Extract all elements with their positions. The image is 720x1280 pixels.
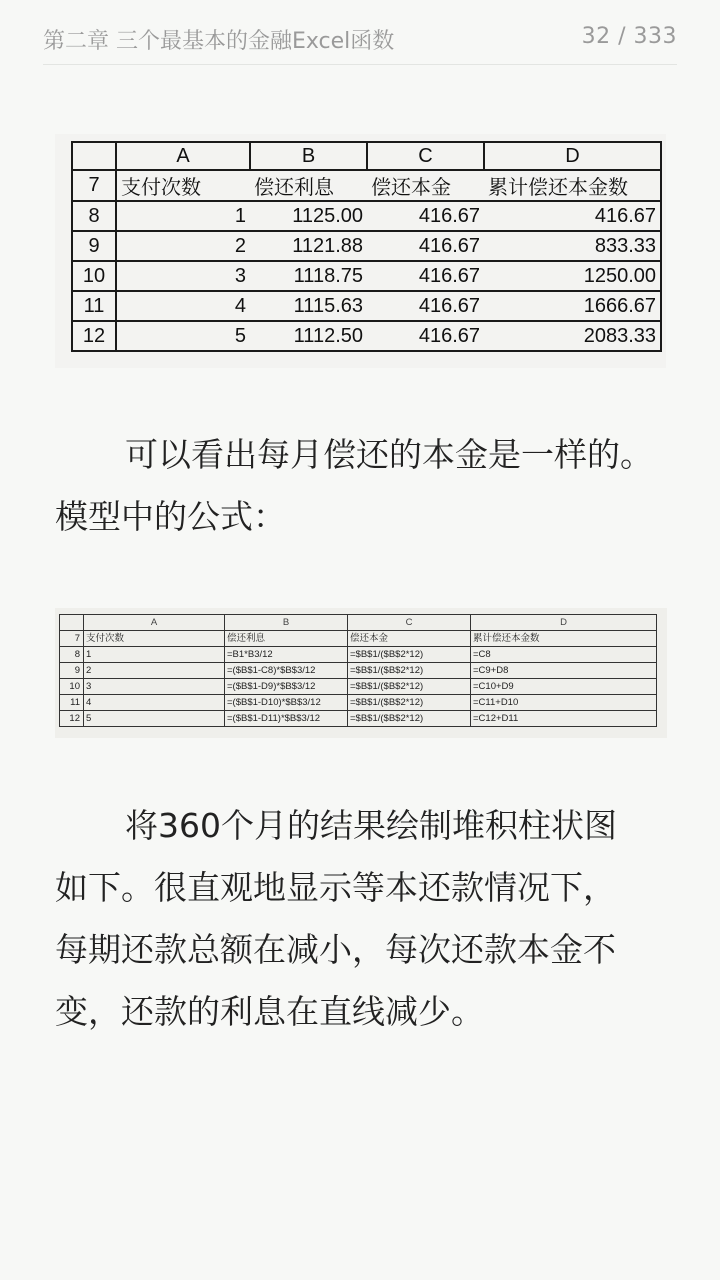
cell-d: 1666.67 [484, 291, 661, 321]
label-c: 偿还本金 [367, 170, 484, 201]
cell-c: 416.67 [367, 291, 484, 321]
col-header-c: C [367, 142, 484, 170]
cell-a: 3 [116, 261, 250, 291]
excel-formulas-table-image [55, 608, 667, 738]
row-number: 10 [72, 261, 116, 291]
cell-d: 2083.33 [484, 321, 661, 351]
cell-d: =C11+D10 [471, 695, 657, 711]
corner-cell [72, 142, 116, 170]
cell-c: 416.67 [367, 321, 484, 351]
table-row [60, 663, 657, 679]
paragraph-line: 模型中的公式： [55, 497, 286, 536]
table-row [60, 711, 657, 727]
table-row [60, 679, 657, 695]
cell-c: =$B$1/($B$2*12) [348, 679, 471, 695]
cell-a: 1 [84, 647, 225, 663]
cell-b: =($B$1-D11)*$B$3/12 [225, 711, 348, 727]
table-row [72, 231, 661, 261]
paragraph-equal-principal [55, 424, 670, 548]
col-header-c: C [348, 615, 471, 631]
col-header-d: D [484, 142, 661, 170]
cell-d: =C9+D8 [471, 663, 657, 679]
paragraph-line: 将360个月的结果绘制堆积柱状图 [125, 806, 617, 845]
cell-b: =($B$1-C8)*$B$3/12 [225, 663, 348, 679]
cell-a: 2 [116, 231, 250, 261]
table-row [60, 647, 657, 663]
cell-a: 4 [84, 695, 225, 711]
label-row [72, 170, 661, 201]
label-d: 累计偿还本金数 [471, 631, 657, 647]
cell-b: =($B$1-D9)*$B$3/12 [225, 679, 348, 695]
label-d: 累计偿还本金数 [484, 170, 661, 201]
label-b: 偿还利息 [225, 631, 348, 647]
cell-b: 1125.00 [250, 201, 367, 231]
table-row [72, 201, 661, 231]
cell-b: 1121.88 [250, 231, 367, 261]
cell-b: =($B$1-D10)*$B$3/12 [225, 695, 348, 711]
row-number: 12 [60, 711, 84, 727]
label-b: 偿还利息 [250, 170, 367, 201]
reader-header [43, 0, 677, 65]
row-number: 12 [72, 321, 116, 351]
row-number: 8 [60, 647, 84, 663]
col-header-d: D [471, 615, 657, 631]
cell-a: 5 [84, 711, 225, 727]
label-a: 支付次数 [84, 631, 225, 647]
cell-d: =C8 [471, 647, 657, 663]
cell-d: =C12+D11 [471, 711, 657, 727]
cell-d: 416.67 [484, 201, 661, 231]
cell-b: 1118.75 [250, 261, 367, 291]
paragraph-line: 如下。很直观地显示等本还款情况下， [55, 868, 616, 907]
table-row [72, 291, 661, 321]
formulas-table [59, 614, 657, 727]
label-c: 偿还本金 [348, 631, 471, 647]
values-table [71, 141, 662, 352]
cell-d: 833.33 [484, 231, 661, 261]
page-indicator: 32 / 333 [581, 24, 677, 49]
col-header-b: B [225, 615, 348, 631]
table-row [72, 261, 661, 291]
corner-cell [60, 615, 84, 631]
cell-a: 2 [84, 663, 225, 679]
cell-a: 1 [116, 201, 250, 231]
row-number: 8 [72, 201, 116, 231]
cell-b: 1112.50 [250, 321, 367, 351]
cell-a: 5 [116, 321, 250, 351]
row-number: 11 [60, 695, 84, 711]
paragraph-chart-description [55, 795, 670, 1043]
cell-d: 1250.00 [484, 261, 661, 291]
cell-c: 416.67 [367, 201, 484, 231]
row-number: 11 [72, 291, 116, 321]
label-row [60, 631, 657, 647]
column-header-row [72, 142, 661, 170]
row-number: 9 [72, 231, 116, 261]
cell-b: =B1*B3/12 [225, 647, 348, 663]
row-number: 10 [60, 679, 84, 695]
cell-a: 3 [84, 679, 225, 695]
chapter-title: 第二章 三个最基本的金融Excel函数 [43, 29, 395, 54]
row-number: 7 [72, 170, 116, 201]
col-header-a: A [116, 142, 250, 170]
label-a: 支付次数 [116, 170, 250, 201]
row-number: 7 [60, 631, 84, 647]
excel-values-table-image [55, 134, 666, 368]
cell-b: 1115.63 [250, 291, 367, 321]
cell-a: 4 [116, 291, 250, 321]
cell-c: =$B$1/($B$2*12) [348, 695, 471, 711]
paragraph-line: 可以看出每月偿还的本金是一样的。 [125, 435, 653, 474]
cell-d: =C10+D9 [471, 679, 657, 695]
table-row [72, 321, 661, 351]
col-header-b: B [250, 142, 367, 170]
paragraph-line: 变，还款的利息在直线减少。 [55, 992, 484, 1031]
cell-c: 416.67 [367, 231, 484, 261]
row-number: 9 [60, 663, 84, 679]
cell-c: 416.67 [367, 261, 484, 291]
table-row [60, 695, 657, 711]
paragraph-line: 每期还款总额在减小，每次还款本金不 [55, 930, 616, 969]
cell-c: =$B$1/($B$2*12) [348, 711, 471, 727]
cell-c: =$B$1/($B$2*12) [348, 647, 471, 663]
col-header-a: A [84, 615, 225, 631]
column-header-row [60, 615, 657, 631]
cell-c: =$B$1/($B$2*12) [348, 663, 471, 679]
